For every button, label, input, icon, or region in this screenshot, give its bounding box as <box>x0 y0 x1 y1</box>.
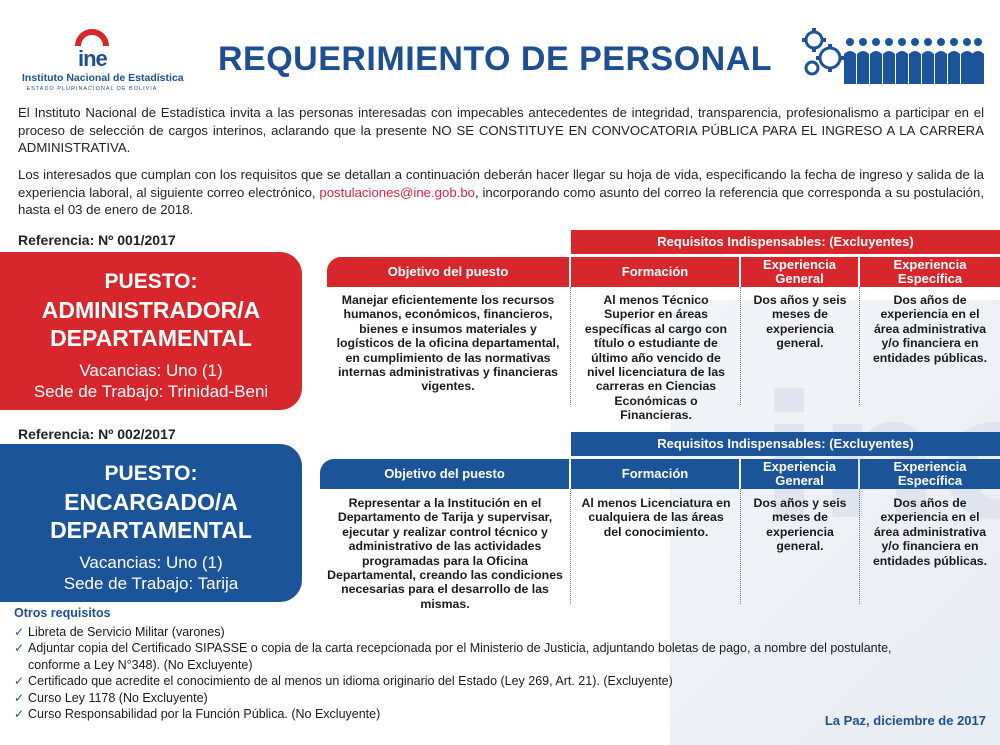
col-header-education-1: Formación <box>571 257 739 287</box>
logo-subtitle: ESTADO PLURINACIONAL DE BOLIVIA <box>26 86 158 92</box>
puesto-name-line-1: ENCARGADO/A <box>64 489 238 515</box>
column-divider <box>740 489 741 604</box>
col-header-education-2: Formación <box>571 459 739 489</box>
list-item <box>14 690 914 706</box>
reference-2: Referencia: Nº 002/2017 <box>18 426 176 442</box>
check-icon: ✓ <box>14 690 25 705</box>
other-requirements-title: Otros requisitos <box>14 606 111 620</box>
puesto-location: Sede de Trabajo: Trinidad-Beni <box>33 382 269 401</box>
col-header-objective-1: Objetivo del puesto <box>327 257 569 287</box>
page-title: REQUERIMIENTO DE PERSONAL <box>217 40 773 78</box>
col-header-general-exp-1 <box>741 257 858 287</box>
check-icon: ✓ <box>14 641 25 656</box>
application-email-link[interactable]: postulaciones@ine.gob.bo <box>319 184 476 200</box>
check-icon: ✓ <box>14 674 25 689</box>
logo-text: ine <box>78 46 107 71</box>
puesto-vacancies: Vacancias: Uno (1) <box>79 553 223 572</box>
col-header-specific-exp-2 <box>860 459 1000 489</box>
list-item <box>14 706 914 722</box>
puesto-box-1 <box>0 252 302 410</box>
intro-paragraph-2-start: Los interesados que cumplan con los requisitos que se detallan a continuación deberán hacer llegar su hoja de vida, especificando la fecha de ingreso y salida de la experiencia laboral, al siguiente correo electrónico, <box>18 167 984 200</box>
reference-1: Referencia: Nº 001/2017 <box>18 232 176 248</box>
col-header-objective-2: Objetivo del puesto <box>320 459 569 489</box>
intro-paragraph-2 <box>18 166 984 219</box>
puesto-label: PUESTO: <box>104 270 198 293</box>
puesto-name-line-2: DEPARTAMENTAL <box>50 325 252 351</box>
requirements-bar-2: Requisitos Indispensables: (Excluyentes) <box>571 432 1000 456</box>
list-item-text: Curso Ley 1178 (No Excluyente) <box>28 690 208 705</box>
col-header-specific-exp-2-line-2: Específica <box>897 473 963 488</box>
list-item-text: Adjuntar copia del Certificado SIPASSE o copia de la carta recepcionada por el Ministerio de Justicia, adjuntando boletas de pago, a nombre del postulante, conforme a Ley N°348). (No Excluyente) <box>28 641 892 672</box>
list-item <box>14 640 914 673</box>
general-exp-text-1: Dos años y seis meses de experiencia general. <box>753 293 847 351</box>
col-header-specific-exp-1-line-1: Experiencia <box>893 257 967 272</box>
col-header-general-exp-1-line-2: General <box>775 271 824 286</box>
col-header-specific-exp-1-line-2: Específica <box>897 271 963 286</box>
intro-paragraph-2-end: , incorporando como asunto del correo la referencia que corresponda a su postulación, hasta el 03 de enero de 2018. <box>18 184 984 217</box>
education-text-1: Al menos Técnico Superior en áreas específicas al cargo con título o estudiante de último año vencido de nivel licenciatura de las carreras en Ciencias Económicas o Financieras. <box>584 293 728 423</box>
puesto-box-2 <box>0 444 302 602</box>
gears-and-people-icon <box>800 24 985 86</box>
col-header-general-exp-2-line-2: General <box>775 473 824 488</box>
objective-text-2: Representar a la Institución en el Departamento de Tarija y supervisar, ejecutar y realizar control técnico y administrativo de las actividades programadas para la Oficina Departamental, creando las condiciones necesarias para el desarrollo de las mismas. <box>327 496 563 611</box>
objective-text-1: Manejar eficientemente los recursos humanos, económicos, financieros, bienes e insumos materiales y logísticos de la oficina departamental, en cumplimiento de las normativas internas administrativas y financieras vigentes. <box>336 293 560 394</box>
logo-institution-name: Instituto Nacional de Estadística <box>22 72 184 84</box>
footer-date: La Paz, diciembre de 2017 <box>824 713 986 728</box>
list-item-text: Curso Responsabilidad por la Función Pública. (No Excluyente) <box>28 707 381 722</box>
col-header-general-exp-1-line-1: Experiencia <box>763 257 836 272</box>
puesto-vacancies: Vacancias: Uno (1) <box>79 361 223 380</box>
list-item-text: Libreta de Servicio Militar (varones) <box>28 625 225 639</box>
list-item <box>14 673 914 689</box>
other-requirements-list <box>14 624 914 722</box>
col-header-specific-exp-2-line-1: Experiencia <box>893 459 967 474</box>
list-item-text: Certificado que acredite el conocimiento de al menos un idioma originario del Estado (Ley 269, Art. 21). (Excluyente) <box>28 674 673 689</box>
puesto-name-line-2: DEPARTAMENTAL <box>50 517 252 543</box>
education-text-2: Al menos Licenciatura en cualquiera de las áreas del conocimiento. <box>581 496 731 539</box>
intro-paragraph-1: El Instituto Nacional de Estadística invita a las personas interesadas con impecables antecedentes de integridad, transparencia, profesionalismo a participar en el proceso de selección de cargos interinos, aclarando que la presente NO SE CONSTITUYE EN CONVOCATORIA PÚBLICA PARA EL INGRESO A LA CARRERA ADMINISTRATIVA. <box>18 105 984 155</box>
column-divider <box>570 287 571 405</box>
column-divider <box>740 287 741 405</box>
specific-exp-text-2: Dos años de experiencia en el área administrativa y/o financiera en entidades públicas. <box>872 496 988 568</box>
puesto-location: Sede de Trabajo: Tarija <box>63 574 239 593</box>
puesto-name-line-1: ADMINISTRADOR/A <box>41 297 261 323</box>
column-divider <box>570 489 571 604</box>
list-item <box>14 624 914 640</box>
check-icon: ✓ <box>14 625 25 639</box>
ine-logo <box>22 20 184 95</box>
column-divider <box>859 287 860 405</box>
general-exp-text-2: Dos años y seis meses de experiencia general. <box>753 496 847 554</box>
column-divider <box>859 489 860 604</box>
col-header-general-exp-2 <box>741 459 858 489</box>
specific-exp-text-1: Dos años de experiencia en el área administrativa y/o financiera en entidades públicas. <box>872 293 988 365</box>
col-header-specific-exp-1 <box>860 257 1000 287</box>
puesto-label: PUESTO: <box>104 462 198 485</box>
requirements-bar-1: Requisitos Indispensables: (Excluyentes) <box>571 230 1000 254</box>
check-icon: ✓ <box>14 707 25 722</box>
col-header-general-exp-2-line-1: Experiencia <box>763 459 836 474</box>
